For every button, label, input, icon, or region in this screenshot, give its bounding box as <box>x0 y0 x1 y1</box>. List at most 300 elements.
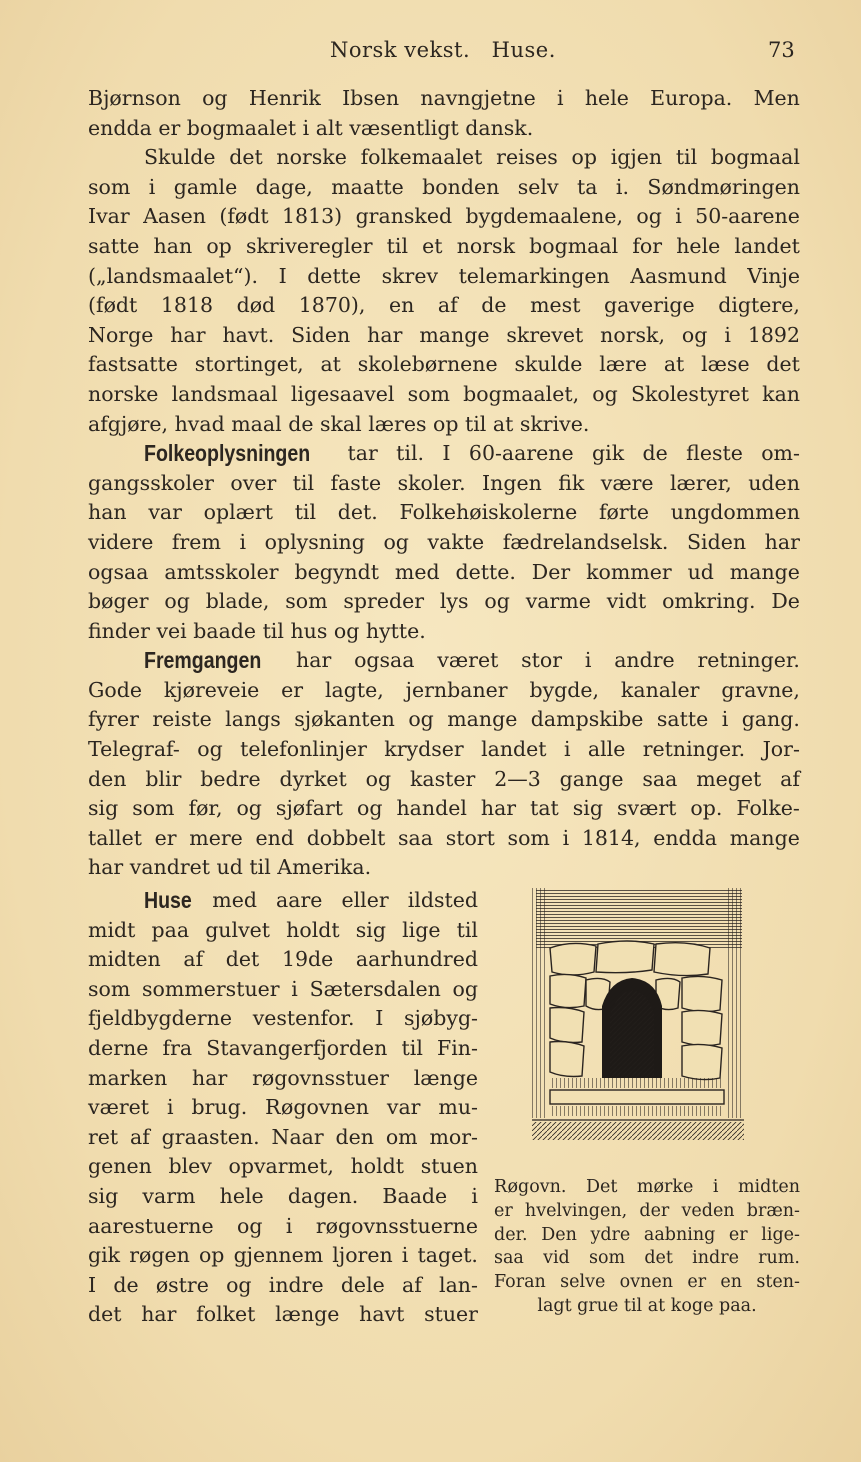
text-line <box>88 1093 478 1123</box>
word: det. <box>337 500 378 525</box>
word: den <box>88 766 127 791</box>
word: det <box>225 947 260 972</box>
word: paa <box>151 917 190 942</box>
word: navngjetne <box>420 86 536 110</box>
word: og <box>681 322 708 347</box>
word: været <box>88 1095 150 1120</box>
word: Naar <box>271 1124 324 1149</box>
word: gang. <box>741 707 800 732</box>
word: ud <box>687 559 714 584</box>
word: landsmaal <box>171 381 278 406</box>
text-line <box>88 824 800 854</box>
paragraph-landsmaal <box>88 143 800 439</box>
word: ovnen <box>619 1272 673 1293</box>
word: igjen <box>610 145 663 170</box>
word: 1892 <box>747 322 800 347</box>
text-fragment <box>348 439 800 469</box>
word: i <box>148 174 156 199</box>
word: Men <box>753 86 800 110</box>
word: saa <box>398 825 433 850</box>
text-line <box>88 735 800 765</box>
word: svært <box>616 796 677 821</box>
word: en <box>720 1272 743 1293</box>
word: de <box>113 1272 139 1297</box>
word: at <box>663 352 685 377</box>
text-line <box>88 945 478 975</box>
text-line <box>88 1300 478 1330</box>
text-line <box>88 975 478 1005</box>
word: telefonlinjer <box>240 737 367 762</box>
word: blir <box>145 766 182 791</box>
word: op <box>206 233 232 258</box>
text-line: afgjøre, hvad maal de skal læres op til at skrive. <box>88 411 590 436</box>
word: skrevet <box>506 322 584 347</box>
word: over <box>230 470 277 495</box>
caption-line <box>494 1271 800 1295</box>
word: fastsatte <box>88 352 178 377</box>
word: været <box>437 648 499 673</box>
word: et <box>422 233 443 258</box>
word: hele <box>584 86 629 110</box>
word: fik <box>558 470 585 495</box>
word: vid <box>543 1248 570 1269</box>
word: mange <box>447 707 518 732</box>
word: og <box>636 204 662 229</box>
word: østre <box>155 1272 209 1297</box>
running-title: Norsk vekst. Huse. <box>330 38 556 62</box>
word: bogmaalet, <box>463 381 580 406</box>
text-fragment <box>296 646 800 676</box>
word: og <box>164 589 190 614</box>
word: telemarkingen <box>458 263 610 288</box>
text-line <box>88 1241 478 1271</box>
word: skoler. <box>397 470 466 495</box>
text-line <box>88 350 800 380</box>
word: 50-aarene <box>695 204 800 229</box>
word: ildsted <box>407 888 478 912</box>
word: kjøreveie <box>163 677 260 702</box>
word: mørke <box>636 1177 694 1197</box>
huse-column <box>88 886 478 1330</box>
word: har <box>764 529 800 554</box>
lead-line-text <box>348 439 800 469</box>
word: til <box>386 233 409 258</box>
word: han <box>88 500 127 525</box>
word: folket <box>196 1302 256 1327</box>
word: Stavangerfjorden <box>206 1035 388 1060</box>
word: i <box>166 1095 174 1120</box>
word: vestenfor. <box>252 1006 355 1031</box>
word: det <box>644 1248 673 1269</box>
word: 60-aarene <box>468 441 574 466</box>
word: havt. <box>222 322 275 347</box>
text-line <box>88 1004 478 1034</box>
text-line <box>88 262 800 292</box>
word: stuer <box>424 1302 478 1327</box>
word: i <box>239 529 247 554</box>
word: død <box>236 293 276 318</box>
caption-line <box>494 1224 800 1248</box>
word: Røgovnen <box>265 1095 369 1120</box>
word: I <box>278 263 287 288</box>
word: norske <box>88 381 159 406</box>
word: skulde <box>514 352 583 377</box>
word: fleste <box>686 441 743 466</box>
word: som <box>88 976 131 1001</box>
word: var <box>148 500 182 525</box>
word: fyrer <box>88 707 139 732</box>
word: 1814, <box>581 825 641 850</box>
word: i <box>721 707 729 732</box>
word: i <box>401 1243 409 1268</box>
word: bøger <box>88 589 149 614</box>
word: om- <box>761 441 800 466</box>
word: som <box>588 1248 626 1269</box>
word: Gode <box>88 677 142 702</box>
lead-line-text <box>212 886 478 916</box>
word: saa <box>642 766 678 791</box>
word: Fin- <box>437 1035 478 1060</box>
word: lærer, <box>669 470 732 495</box>
word: alle <box>587 737 626 762</box>
word: hele <box>676 233 721 258</box>
text-line <box>88 291 800 321</box>
word: ogsaa <box>88 559 149 584</box>
word: i <box>291 976 298 1001</box>
word: marken <box>88 1065 168 1090</box>
text-line <box>88 202 800 232</box>
word: dele <box>340 1272 385 1297</box>
word: veden <box>681 1200 735 1221</box>
word: vakte <box>427 529 485 554</box>
word: og <box>236 796 262 821</box>
text-line <box>88 321 800 351</box>
word: reises <box>496 145 558 170</box>
word: ogsaa <box>354 648 415 673</box>
word: gangsskoler <box>88 470 214 495</box>
word: sig <box>572 796 603 821</box>
word: Aasmund <box>630 263 727 288</box>
word: ta <box>576 174 598 199</box>
word: det <box>88 1302 122 1327</box>
word: og <box>237 1213 263 1238</box>
word: mest <box>530 293 581 318</box>
word: gik <box>88 1243 121 1268</box>
word: 1818 <box>160 293 214 318</box>
word: fædrelandselsk. <box>502 529 669 554</box>
word: frem <box>171 529 221 554</box>
word: i <box>712 1177 719 1197</box>
paragraph-folkeoplysningen <box>88 439 800 646</box>
word: kan <box>762 381 800 406</box>
word: reiste <box>152 707 212 732</box>
text-line <box>88 469 800 499</box>
word: Vinje <box>747 263 800 288</box>
text-line <box>88 1271 478 1301</box>
text-line <box>88 1123 478 1153</box>
word: som <box>132 796 175 821</box>
word: dobbelt <box>306 825 386 850</box>
word: Henrik <box>248 86 321 110</box>
text-line <box>88 84 800 114</box>
word: skrev <box>381 263 439 288</box>
word: og <box>484 589 510 614</box>
word: i <box>557 86 564 110</box>
word: mange <box>729 825 800 850</box>
caption-line <box>494 1200 800 1224</box>
text-line <box>88 1152 478 1182</box>
word: bygdemaalene, <box>465 204 623 229</box>
word: selv <box>517 174 559 199</box>
word: har <box>296 648 332 673</box>
word: bræn- <box>746 1200 800 1221</box>
rogovn-illustration <box>532 886 744 1142</box>
word: og <box>202 86 228 110</box>
word: til. <box>396 441 425 466</box>
word: er <box>494 1200 513 1221</box>
word: gange <box>559 766 624 791</box>
word: dette. <box>455 559 516 584</box>
word: har <box>170 322 206 347</box>
word: længe <box>413 1065 478 1090</box>
word: endda <box>653 825 718 850</box>
word: ligesaavel <box>290 381 395 406</box>
word: kommer <box>586 559 672 584</box>
word: som <box>285 589 328 614</box>
word: digtere, <box>718 293 800 318</box>
word: bogmaal <box>710 145 800 170</box>
word: sjøkanten <box>294 707 395 732</box>
word: faste <box>330 470 382 495</box>
text-line <box>88 528 800 558</box>
word: lige- <box>761 1224 800 1245</box>
word: for <box>632 233 663 258</box>
word: midten <box>88 947 161 972</box>
word: mange <box>419 322 490 347</box>
word: røgen <box>129 1243 190 1268</box>
text-line <box>88 1212 478 1242</box>
word: før, <box>188 796 223 821</box>
word: retninger. <box>697 648 800 673</box>
word: ret <box>88 1124 119 1149</box>
word: stuen <box>420 1154 478 1179</box>
word: selve <box>560 1272 606 1293</box>
word: lige <box>402 917 441 942</box>
word: en <box>389 293 415 318</box>
word: og <box>592 381 618 406</box>
word: og <box>452 976 478 1001</box>
word: var <box>386 1095 421 1120</box>
word: er <box>687 1272 707 1293</box>
text-line <box>88 916 478 946</box>
text-line: har vandret ud til Amerika. <box>88 855 372 880</box>
word: ljoren <box>332 1243 393 1268</box>
word: til <box>675 145 698 170</box>
word: krydser <box>384 737 464 762</box>
word: tat <box>530 796 559 821</box>
word: har <box>141 1302 177 1327</box>
page-header <box>0 38 861 68</box>
word: gik <box>592 441 625 466</box>
word: Søndmøringen <box>647 174 800 199</box>
text-line <box>88 380 800 410</box>
word: Foran <box>494 1272 546 1293</box>
word: Skolestyret <box>630 381 749 406</box>
word: gaverige <box>604 293 695 318</box>
text-line <box>88 498 800 528</box>
word: (født <box>88 293 138 318</box>
word: Bjørnson <box>88 86 181 110</box>
word: ydre <box>590 1224 631 1245</box>
word: er <box>154 825 177 850</box>
word: genen <box>88 1154 152 1179</box>
word: Røgovn. <box>494 1177 567 1197</box>
word: i <box>675 204 682 229</box>
word: Ibsen <box>342 86 400 110</box>
word: førte <box>598 500 650 525</box>
word: har <box>192 1065 228 1090</box>
word: som <box>507 825 550 850</box>
word: fjeldbygderne <box>88 1006 232 1031</box>
word: de <box>642 441 668 466</box>
word: saa <box>494 1248 524 1269</box>
caption-line: lagt grue til at koge paa. <box>537 1295 757 1316</box>
word: det <box>229 145 263 170</box>
word: Det <box>585 1177 618 1197</box>
text-line <box>88 886 478 916</box>
word: og <box>365 766 392 791</box>
word: taget. <box>417 1243 478 1268</box>
stove-drawing <box>532 886 744 1142</box>
word: Siden <box>687 529 747 554</box>
word: amtsskoler <box>164 559 279 584</box>
word: sjøbyg- <box>404 1006 478 1031</box>
text-line <box>88 143 800 173</box>
word: vidt <box>606 589 647 614</box>
word: gravne, <box>721 677 800 702</box>
word: lan- <box>439 1272 478 1297</box>
word: kanaler <box>620 677 700 702</box>
word: dyrket <box>279 766 347 791</box>
word: hele <box>219 1183 264 1208</box>
word: Aasen <box>143 204 206 229</box>
word: meget <box>696 766 762 791</box>
word: 1870), <box>298 293 366 318</box>
word: være <box>600 470 654 495</box>
word: er <box>728 1224 748 1245</box>
word: de <box>481 293 507 318</box>
word: Den <box>541 1224 577 1245</box>
word: Ingen <box>482 470 542 495</box>
word: brug. <box>191 1095 248 1120</box>
word: (født <box>219 204 269 229</box>
word: jernbaner <box>405 677 508 702</box>
word: skriveregler <box>245 233 373 258</box>
word: gamle <box>173 174 238 199</box>
text-line <box>88 439 800 469</box>
word: Norge <box>88 322 154 347</box>
section-lead: Fremgangen <box>144 647 262 674</box>
word: I <box>375 1006 384 1031</box>
word: handel <box>396 796 467 821</box>
word: ungdommen <box>670 500 800 525</box>
word: mu- <box>438 1095 478 1120</box>
page-number: 73 <box>768 38 795 62</box>
word: bedre <box>200 766 261 791</box>
word: røgovnsstuer <box>252 1065 389 1090</box>
word: op. <box>690 796 723 821</box>
word: af <box>780 766 800 791</box>
word: begyndt <box>294 559 379 584</box>
word: til <box>294 500 317 525</box>
word: har <box>480 796 517 821</box>
paragraph-intro <box>88 84 800 143</box>
word: og <box>226 1272 252 1297</box>
word: folkemaalet <box>360 145 483 170</box>
word: oplysning <box>264 529 365 554</box>
word: af <box>401 1272 422 1297</box>
word: i <box>563 737 571 762</box>
word: lys <box>439 589 469 614</box>
word: langs <box>225 707 281 732</box>
word: han <box>153 233 193 258</box>
word: spreder <box>343 589 425 614</box>
word: videre <box>88 529 154 554</box>
word: norsk <box>456 233 515 258</box>
text-line <box>88 1182 478 1212</box>
word: fra <box>162 1035 193 1060</box>
word: rum. <box>758 1248 800 1269</box>
text-line <box>88 705 800 735</box>
word: bygde, <box>529 677 600 702</box>
word: oplært <box>203 500 273 525</box>
word: skolebørnene <box>357 352 498 377</box>
word: blade, <box>205 589 270 614</box>
word: det <box>766 352 800 377</box>
word: med <box>212 888 257 912</box>
word: varm <box>142 1183 196 1208</box>
word: i. <box>615 174 629 199</box>
word: opvarmet, <box>228 1154 334 1179</box>
word: norsk, <box>600 322 665 347</box>
word: Jor- <box>762 737 800 762</box>
word: sig <box>88 796 119 821</box>
word: i <box>562 825 570 850</box>
word: aarestuerne <box>88 1213 214 1238</box>
word: satte <box>656 707 709 732</box>
word: blev <box>168 1154 212 1179</box>
word: mor- <box>429 1124 478 1149</box>
word: andre <box>614 648 675 673</box>
word: dampskibe <box>530 707 644 732</box>
word: og <box>197 737 223 762</box>
word: 2—3 <box>494 766 541 791</box>
word: dage, <box>255 174 313 199</box>
word: som <box>88 174 131 199</box>
word: stort <box>445 825 495 850</box>
word: sten- <box>756 1272 800 1293</box>
word: at <box>320 352 341 377</box>
word: der <box>639 1200 670 1221</box>
word: som <box>407 381 450 406</box>
word: i <box>285 1213 293 1238</box>
word: op <box>571 145 597 170</box>
text-line <box>88 1034 478 1064</box>
word: I <box>88 1272 97 1297</box>
text-line <box>88 646 800 676</box>
word: Folkehøiskolerne <box>399 500 578 525</box>
word: bonden <box>422 174 500 199</box>
